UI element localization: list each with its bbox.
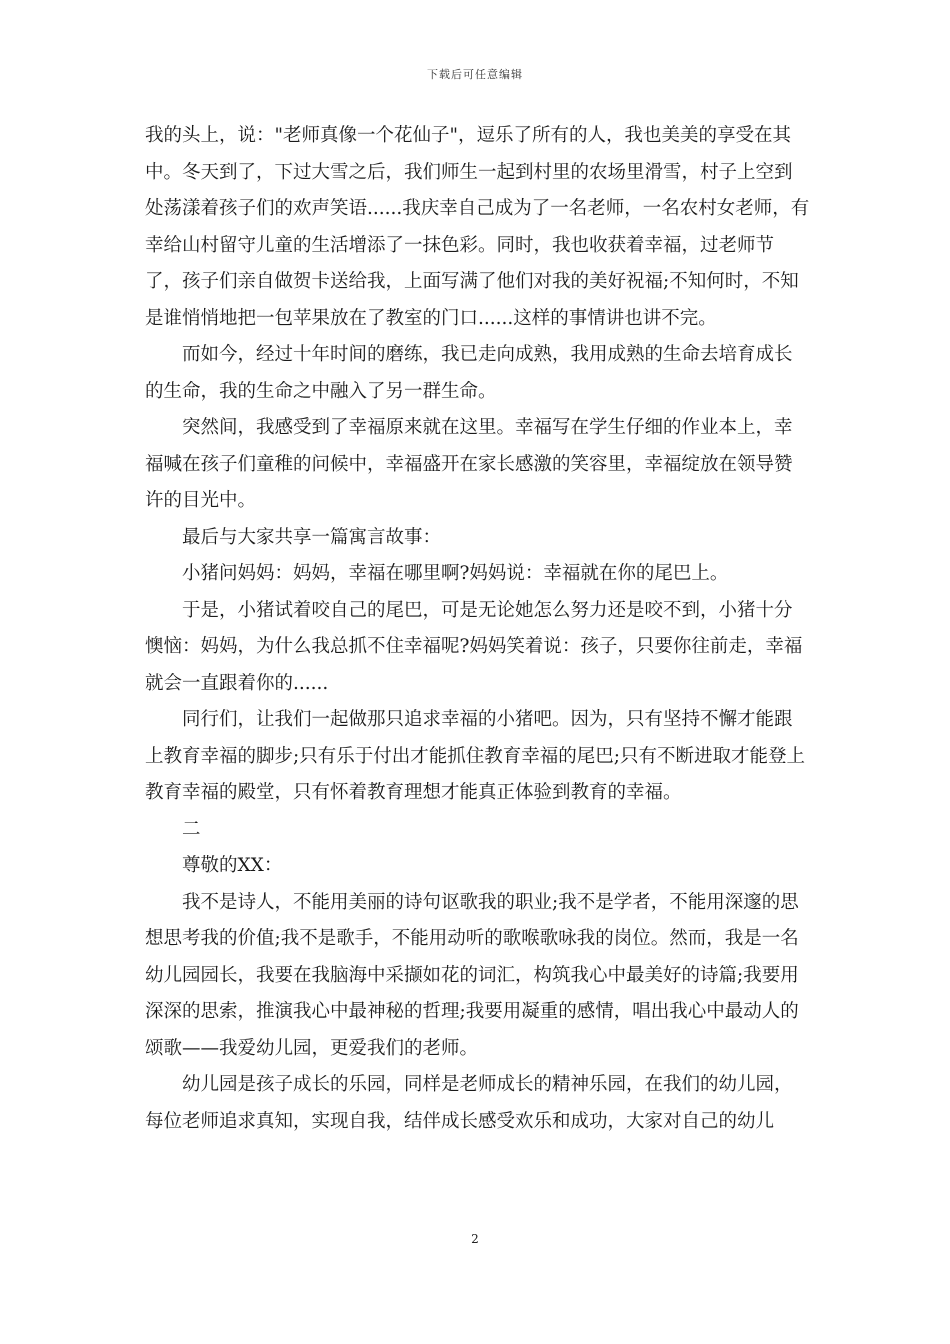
paragraph: 小猪问妈妈：妈妈，幸福在哪里啊?妈妈说：幸福就在你的尾巴上。 [182, 563, 729, 584]
page-header: 下载后可任意编辑 [427, 68, 523, 81]
section-number: 二 [182, 818, 201, 840]
paragraph: 我不是诗人，不能用美丽的诗句讴歌我的职业;我不是学者，不能用深邃的思想思考我的价值;我不是歌手，不能用动听的歌喉歌咏我的岗位。然而，我是一名幼儿园园长，我要在我脑海中采撷如花的词汇，构筑我心中最美好的诗篇;我要用深深的思索，推演我心中最神秘的哲理;我要用凝重的感情，唱出我心中最动人的颂歌——我爱幼儿园，更爱我们的老师。 [145, 891, 799, 1059]
paragraph: 幼儿园是孩子成长的乐园，同样是老师成长的精神乐园，在我们的幼儿园，每位老师追求真知，实现自我，结伴成长感受欢乐和成功，大家对自己的幼儿 [145, 1074, 793, 1132]
document-body [145, 118, 810, 1140]
paragraph: 最后与大家共享一篇寓言故事： [182, 526, 442, 548]
salutation: 尊敬的XX： [182, 855, 283, 876]
paragraph: 同行们，让我们一起做那只追求幸福的小猪吧。因为，只有坚持不懈才能跟上教育幸福的脚步;只有乐于付出才能抓住教育幸福的尾巴;只有不断进取才能登上教育幸福的殿堂，只有怀着教育理想才能真正体验到教育的幸福。 [145, 709, 805, 803]
paragraph: 于是，小猪试着咬自己的尾巴，可是无论她怎么努力还是咬不到，小猪十分懊恼：妈妈，为什么我总抓不住幸福呢?妈妈笑着说：孩子，只要你往前走，幸福就会一直跟着你的...... [145, 599, 803, 694]
paragraph: 而如今，经过十年时间的磨练，我已走向成熟，我用成熟的生命去培育成长的生命，我的生命之中融入了另一群生命。 [145, 344, 793, 402]
page-number: 2 [471, 1232, 479, 1246]
paragraph: 突然间，我感受到了幸福原来就在这里。幸福写在学生仔细的作业本上，幸福喊在孩子们童稚的问候中，幸福盛开在家长感激的笑容里，幸福绽放在领导赞许的目光中。 [145, 417, 793, 511]
paragraph: 我的头上，说："老师真像一个花仙子"，逗乐了所有的人，我也美美的享受在其中。冬天到了，下过大雪之后，我们师生一起到村里的农场里滑雪，村子上空到处荡漾着孩子们的欢声笑语......我庆幸自己成为了一名老师，一名农村女老师，有幸给山村留守儿童的生活增添了一抹色彩。同时，我也收获着幸福，过老师节了，孩子们亲自做贺卡送给我，上面写满了他们对我的美好祝福;不知何时，不知是谁悄悄地把一包苹果放在了教室的门口......这样的事情讲也讲不完。 [145, 125, 810, 329]
